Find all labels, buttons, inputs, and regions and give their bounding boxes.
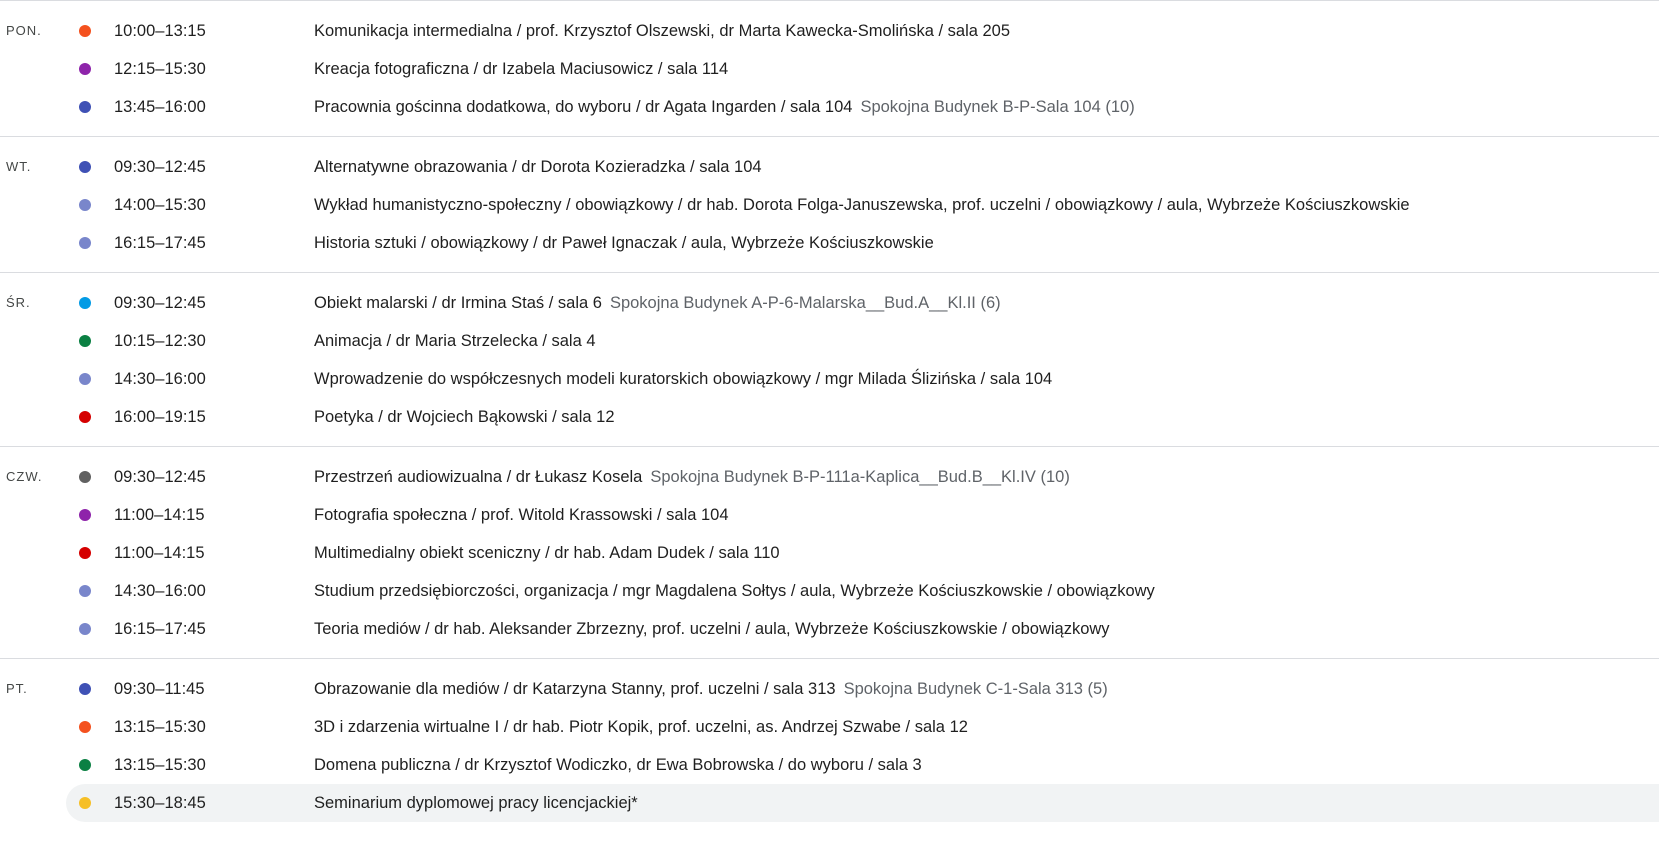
event-time: 09:30–12:45 bbox=[114, 468, 206, 486]
event-title: Pracownia gościnna dodatkowa, do wyboru / dr Agata Ingarden / sala 104 bbox=[314, 98, 853, 116]
event-time: 16:15–17:45 bbox=[114, 234, 206, 252]
event-title-line bbox=[314, 196, 1410, 215]
day-label: ŚR. bbox=[6, 295, 31, 310]
event-row[interactable] bbox=[66, 572, 1659, 610]
event-color-dot-icon bbox=[79, 373, 91, 385]
event-color-dot-icon bbox=[79, 335, 91, 347]
event-row[interactable] bbox=[66, 534, 1659, 572]
event-time: 14:00–15:30 bbox=[114, 196, 206, 214]
event-row[interactable] bbox=[66, 610, 1659, 648]
event-row[interactable] bbox=[66, 284, 1659, 322]
day-label: CZW. bbox=[6, 469, 43, 484]
event-title: Komunikacja intermedialna / prof. Krzysztof Olszewski, dr Marta Kawecka-Smolińska / sala 205 bbox=[314, 22, 1011, 40]
event-color-dot-icon bbox=[79, 585, 91, 597]
event-time: 16:00–19:15 bbox=[114, 408, 206, 426]
event-color-dot-icon bbox=[79, 237, 91, 249]
event-location: Spokojna Budynek B-P-Sala 104 (10) bbox=[860, 98, 1135, 116]
event-color-dot-icon bbox=[79, 509, 91, 521]
event-title: Multimedialny obiekt sceniczny / dr hab. Adam Dudek / sala 110 bbox=[314, 544, 780, 562]
event-title-line bbox=[314, 98, 1135, 117]
event-title: Historia sztuki / obowiązkowy / dr Paweł Ignaczak / aula, Wybrzeże Kościuszkowskie bbox=[314, 234, 934, 252]
event-time: 14:30–16:00 bbox=[114, 370, 206, 388]
event-row[interactable] bbox=[66, 670, 1659, 708]
event-time: 16:15–17:45 bbox=[114, 620, 206, 638]
event-color-dot-icon bbox=[79, 683, 91, 695]
event-title: Studium przedsiębiorczości, organizacja / mgr Magdalena Sołtys / aula, Wybrzeże Kościuszkowskie / obowiązkowy bbox=[314, 582, 1155, 600]
event-time: 09:30–11:45 bbox=[114, 680, 205, 698]
event-title: Obiekt malarski / dr Irmina Staś / sala 6 bbox=[314, 294, 602, 312]
day-group bbox=[0, 658, 1659, 832]
event-title: Poetyka / dr Wojciech Bąkowski / sala 12 bbox=[314, 408, 615, 426]
event-title-line bbox=[314, 506, 729, 525]
event-title: 3D i zdarzenia wirtualne I / dr hab. Piotr Kopik, prof. uczelni, as. Andrzej Szwabe / sala 12 bbox=[314, 718, 968, 736]
event-time: 09:30–12:45 bbox=[114, 158, 206, 176]
event-location: Spokojna Budynek C-1-Sala 313 (5) bbox=[843, 680, 1108, 698]
event-title: Teoria mediów / dr hab. Aleksander Zbrzezny, prof. uczelni / aula, Wybrzeże Kościuszkowskie / obowiązkowy bbox=[314, 620, 1110, 638]
day-label: PON. bbox=[6, 23, 42, 38]
day-label: PT. bbox=[6, 681, 28, 696]
event-color-dot-icon bbox=[79, 721, 91, 733]
event-color-dot-icon bbox=[79, 759, 91, 771]
day-group bbox=[0, 272, 1659, 446]
event-time: 13:15–15:30 bbox=[114, 756, 206, 774]
event-row[interactable] bbox=[66, 398, 1659, 436]
event-title-line bbox=[314, 370, 1052, 389]
event-time: 11:00–14:15 bbox=[114, 544, 205, 562]
event-color-dot-icon bbox=[79, 411, 91, 423]
event-location: Spokojna Budynek A-P-6-Malarska__Bud.A__Kl.II (6) bbox=[609, 294, 1001, 312]
event-title-line bbox=[314, 294, 1001, 313]
event-row[interactable] bbox=[66, 148, 1659, 186]
event-time: 13:15–15:30 bbox=[114, 718, 206, 736]
event-location: Spokojna Budynek B-P-111a-Kaplica__Bud.B__Kl.IV (10) bbox=[650, 468, 1070, 486]
event-row[interactable] bbox=[66, 88, 1659, 126]
event-color-dot-icon bbox=[79, 471, 91, 483]
event-row[interactable] bbox=[66, 12, 1659, 50]
day-group bbox=[0, 0, 1659, 136]
event-title-line bbox=[314, 756, 922, 775]
event-color-dot-icon bbox=[79, 101, 91, 113]
event-row[interactable] bbox=[66, 458, 1659, 496]
event-time: 13:45–16:00 bbox=[114, 98, 206, 116]
event-color-dot-icon bbox=[79, 161, 91, 173]
event-title-line bbox=[314, 544, 780, 563]
event-title: Seminarium dyplomowej pracy licencjackiej* bbox=[314, 794, 638, 812]
event-color-dot-icon bbox=[79, 25, 91, 37]
event-color-dot-icon bbox=[79, 63, 91, 75]
event-title-line bbox=[314, 794, 638, 813]
event-title-line bbox=[314, 620, 1110, 639]
event-title-line bbox=[314, 468, 1070, 487]
event-row[interactable] bbox=[66, 708, 1659, 746]
event-title: Wykład humanistyczno-społeczny / obowiązkowy / dr hab. Dorota Folga-Januszewska, prof. uczelni / obowiązkowy / aula, Wybrzeże Kościuszkowskie bbox=[314, 196, 1410, 214]
event-title: Domena publiczna / dr Krzysztof Wodiczko, dr Ewa Bobrowska / do wyboru / sala 3 bbox=[314, 756, 922, 774]
event-time: 12:15–15:30 bbox=[114, 60, 206, 78]
event-title: Wprowadzenie do współczesnych modeli kuratorskich obowiązkowy / mgr Milada Ślizińska / sala 104 bbox=[314, 370, 1053, 388]
event-row[interactable] bbox=[66, 322, 1659, 360]
event-title: Przestrzeń audiowizualna / dr Łukasz Kosela bbox=[314, 468, 643, 486]
event-title-line bbox=[314, 582, 1155, 601]
event-row[interactable] bbox=[66, 186, 1659, 224]
event-title-line bbox=[314, 60, 728, 79]
event-time: 10:15–12:30 bbox=[114, 332, 206, 350]
event-time: 11:00–14:15 bbox=[114, 506, 205, 524]
event-title: Fotografia społeczna / prof. Witold Krassowski / sala 104 bbox=[314, 506, 729, 524]
event-row[interactable] bbox=[66, 50, 1659, 88]
day-label: WT. bbox=[6, 159, 32, 174]
event-title-line bbox=[314, 22, 1010, 41]
event-time: 14:30–16:00 bbox=[114, 582, 206, 600]
event-time: 15:30–18:45 bbox=[114, 794, 206, 812]
event-title-line bbox=[314, 408, 615, 427]
event-color-dot-icon bbox=[79, 623, 91, 635]
event-title-line bbox=[314, 680, 1108, 699]
event-title: Alternatywne obrazowania / dr Dorota Kozieradzka / sala 104 bbox=[314, 158, 762, 176]
event-title-line bbox=[314, 234, 934, 253]
event-row[interactable] bbox=[66, 784, 1659, 822]
event-time: 10:00–13:15 bbox=[114, 22, 206, 40]
day-group bbox=[0, 446, 1659, 658]
event-time: 09:30–12:45 bbox=[114, 294, 206, 312]
event-title: Kreacja fotograficzna / dr Izabela Maciusowicz / sala 114 bbox=[314, 60, 729, 78]
event-color-dot-icon bbox=[79, 297, 91, 309]
event-title-line bbox=[314, 718, 968, 737]
event-title-line bbox=[314, 158, 762, 177]
event-title: Obrazowanie dla mediów / dr Katarzyna Stanny, prof. uczelni / sala 313 bbox=[314, 680, 836, 698]
event-row[interactable] bbox=[66, 224, 1659, 262]
event-title-line bbox=[314, 332, 596, 351]
event-row[interactable] bbox=[66, 746, 1659, 784]
event-color-dot-icon bbox=[79, 547, 91, 559]
event-color-dot-icon bbox=[79, 199, 91, 211]
event-row[interactable] bbox=[66, 360, 1659, 398]
event-row[interactable] bbox=[66, 496, 1659, 534]
event-title: Animacja / dr Maria Strzelecka / sala 4 bbox=[314, 332, 596, 350]
day-group bbox=[0, 136, 1659, 272]
event-color-dot-icon bbox=[79, 797, 91, 809]
